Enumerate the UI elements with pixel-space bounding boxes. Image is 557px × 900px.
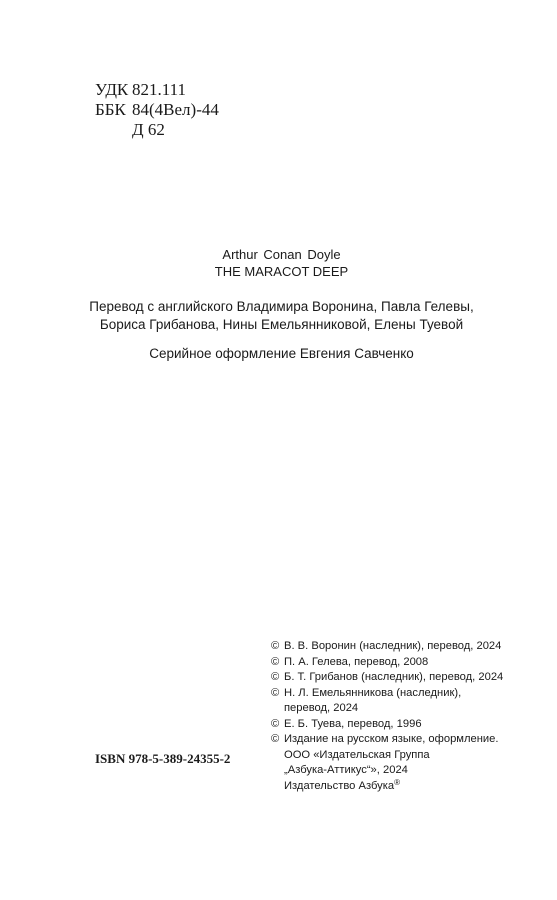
author-mark-row — [95, 120, 219, 140]
copyright-text: Е. Б. Туева, перевод, 1996 — [284, 717, 422, 730]
copyright-line — [271, 670, 503, 686]
bbk-value: 84(4Вел)-44 — [132, 100, 219, 119]
copyright-text: перевод, 2024 — [284, 702, 359, 714]
copyright-symbol: © — [271, 717, 280, 730]
classification-block — [95, 80, 219, 140]
publisher-name: Издательство Азбука — [284, 779, 395, 792]
copyright-line — [271, 686, 503, 702]
udk-row — [95, 80, 219, 100]
copyright-text: П. А. Гелева, перевод, 2008 — [284, 655, 429, 668]
copyright-block — [271, 639, 503, 794]
copyright-line-continuation — [271, 763, 503, 779]
copyright-symbol: © — [271, 671, 280, 683]
copyright-text: Издание на русском языке, оформление. — [284, 733, 499, 745]
copyright-symbol: © — [271, 733, 280, 745]
udk-label: УДК — [95, 80, 129, 99]
original-title-block — [0, 246, 557, 280]
copyright-text: В. В. Воронин (наследник), перевод, 2024 — [284, 640, 502, 652]
copyright-line — [271, 732, 503, 748]
bbk-row — [95, 100, 219, 120]
copyright-line — [271, 717, 503, 733]
author-mark: Д 62 — [132, 120, 165, 139]
copyright-text: „Азбука-Аттикус“», 2024 — [284, 764, 408, 776]
copyright-line — [271, 655, 503, 671]
copyright-symbol: © — [271, 640, 280, 652]
copyright-line-continuation — [271, 701, 503, 717]
isbn: ISBN 978-5-389-24355-2 — [95, 751, 231, 766]
original-title: THE MARACOT DEEP — [214, 264, 349, 279]
copyright-text: Б. Т. Грибанов (наследник), перевод, 2024 — [284, 671, 504, 683]
original-author: Arthur Conan Doyle — [222, 247, 341, 262]
design-credit: Серийное оформление Евгения Савченко — [149, 346, 414, 361]
copyright-text: ООО «Издательская Группа — [284, 748, 430, 761]
registered-mark: ® — [394, 777, 400, 787]
udk-value: 821.111 — [132, 80, 186, 99]
copyright-line-continuation — [271, 779, 503, 795]
translators-line-1: Перевод с английского Владимира Воронина, Павла Гелевы, — [89, 299, 474, 314]
translators-block — [0, 298, 557, 334]
copyright-text: Н. Л. Емельянникова (наследник), — [284, 686, 462, 699]
copyright-line-continuation — [271, 748, 503, 764]
copyright-symbol: © — [271, 686, 280, 699]
bbk-label: ББК — [95, 100, 126, 119]
copyright-line — [271, 639, 503, 655]
translators-line-2: Бориса Грибанова, Нины Емельянниковой, Елены Туевой — [99, 317, 464, 332]
copyright-symbol: © — [271, 655, 280, 668]
